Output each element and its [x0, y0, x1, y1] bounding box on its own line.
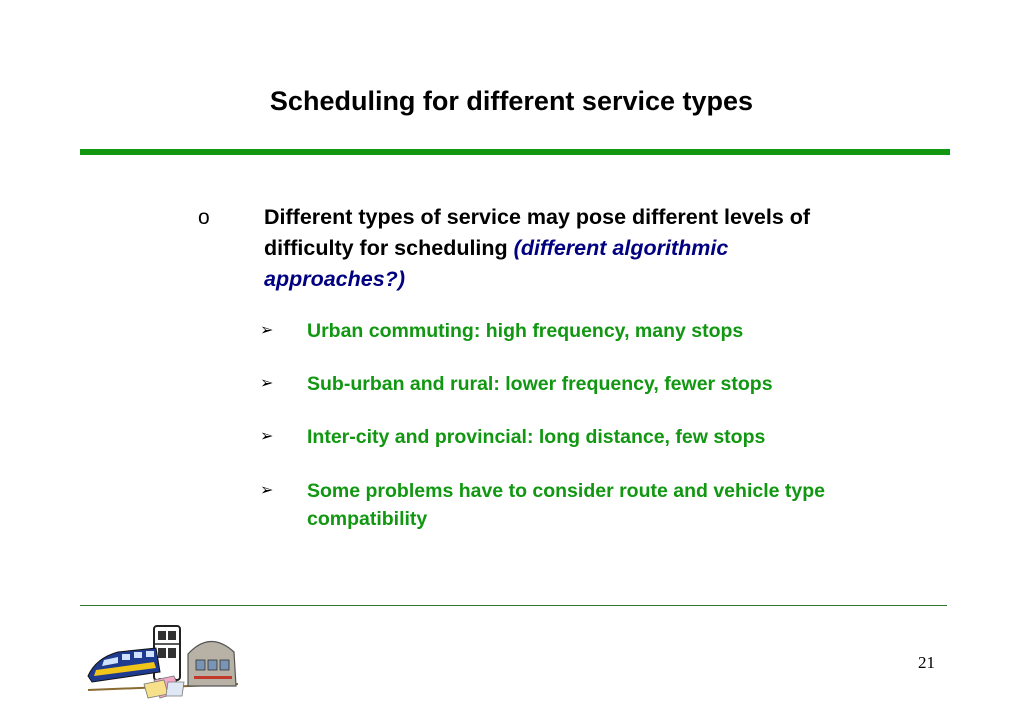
arrow-bullet-icon: ➢ — [260, 375, 274, 392]
sub-bullet-text: Sub-urban and rural: lower frequency, fewer stops — [307, 373, 773, 395]
sub-bullet-text: Some problems have to consider route and vehicle type compatibility — [307, 480, 825, 530]
main-bullet-emphasis: (different algorithmic approaches?) — [264, 236, 729, 291]
main-bullet-text: Different types of service may pose different levels of difficulty for scheduling — [264, 205, 811, 260]
main-bullet — [264, 202, 824, 295]
arrow-bullet-icon: ➢ — [260, 428, 274, 445]
main-bullet-marker: o — [198, 206, 210, 229]
train-icon — [88, 648, 160, 682]
double-decker-bus-icon — [154, 626, 180, 684]
arrow-bullet-icon: ➢ — [260, 482, 274, 499]
transport-logo — [84, 620, 244, 704]
tram-icon — [188, 641, 236, 686]
slide-title: Scheduling for different service types — [269, 86, 754, 116]
page-number: 21 — [918, 653, 935, 672]
sub-bullet-text: Urban commuting: high frequency, many stops — [307, 320, 744, 342]
footer-divider — [80, 605, 947, 606]
title-divider — [80, 149, 950, 155]
sub-bullet-text: Inter-city and provincial: long distance, few stops — [307, 426, 766, 448]
arrow-bullet-icon: ➢ — [260, 322, 274, 339]
